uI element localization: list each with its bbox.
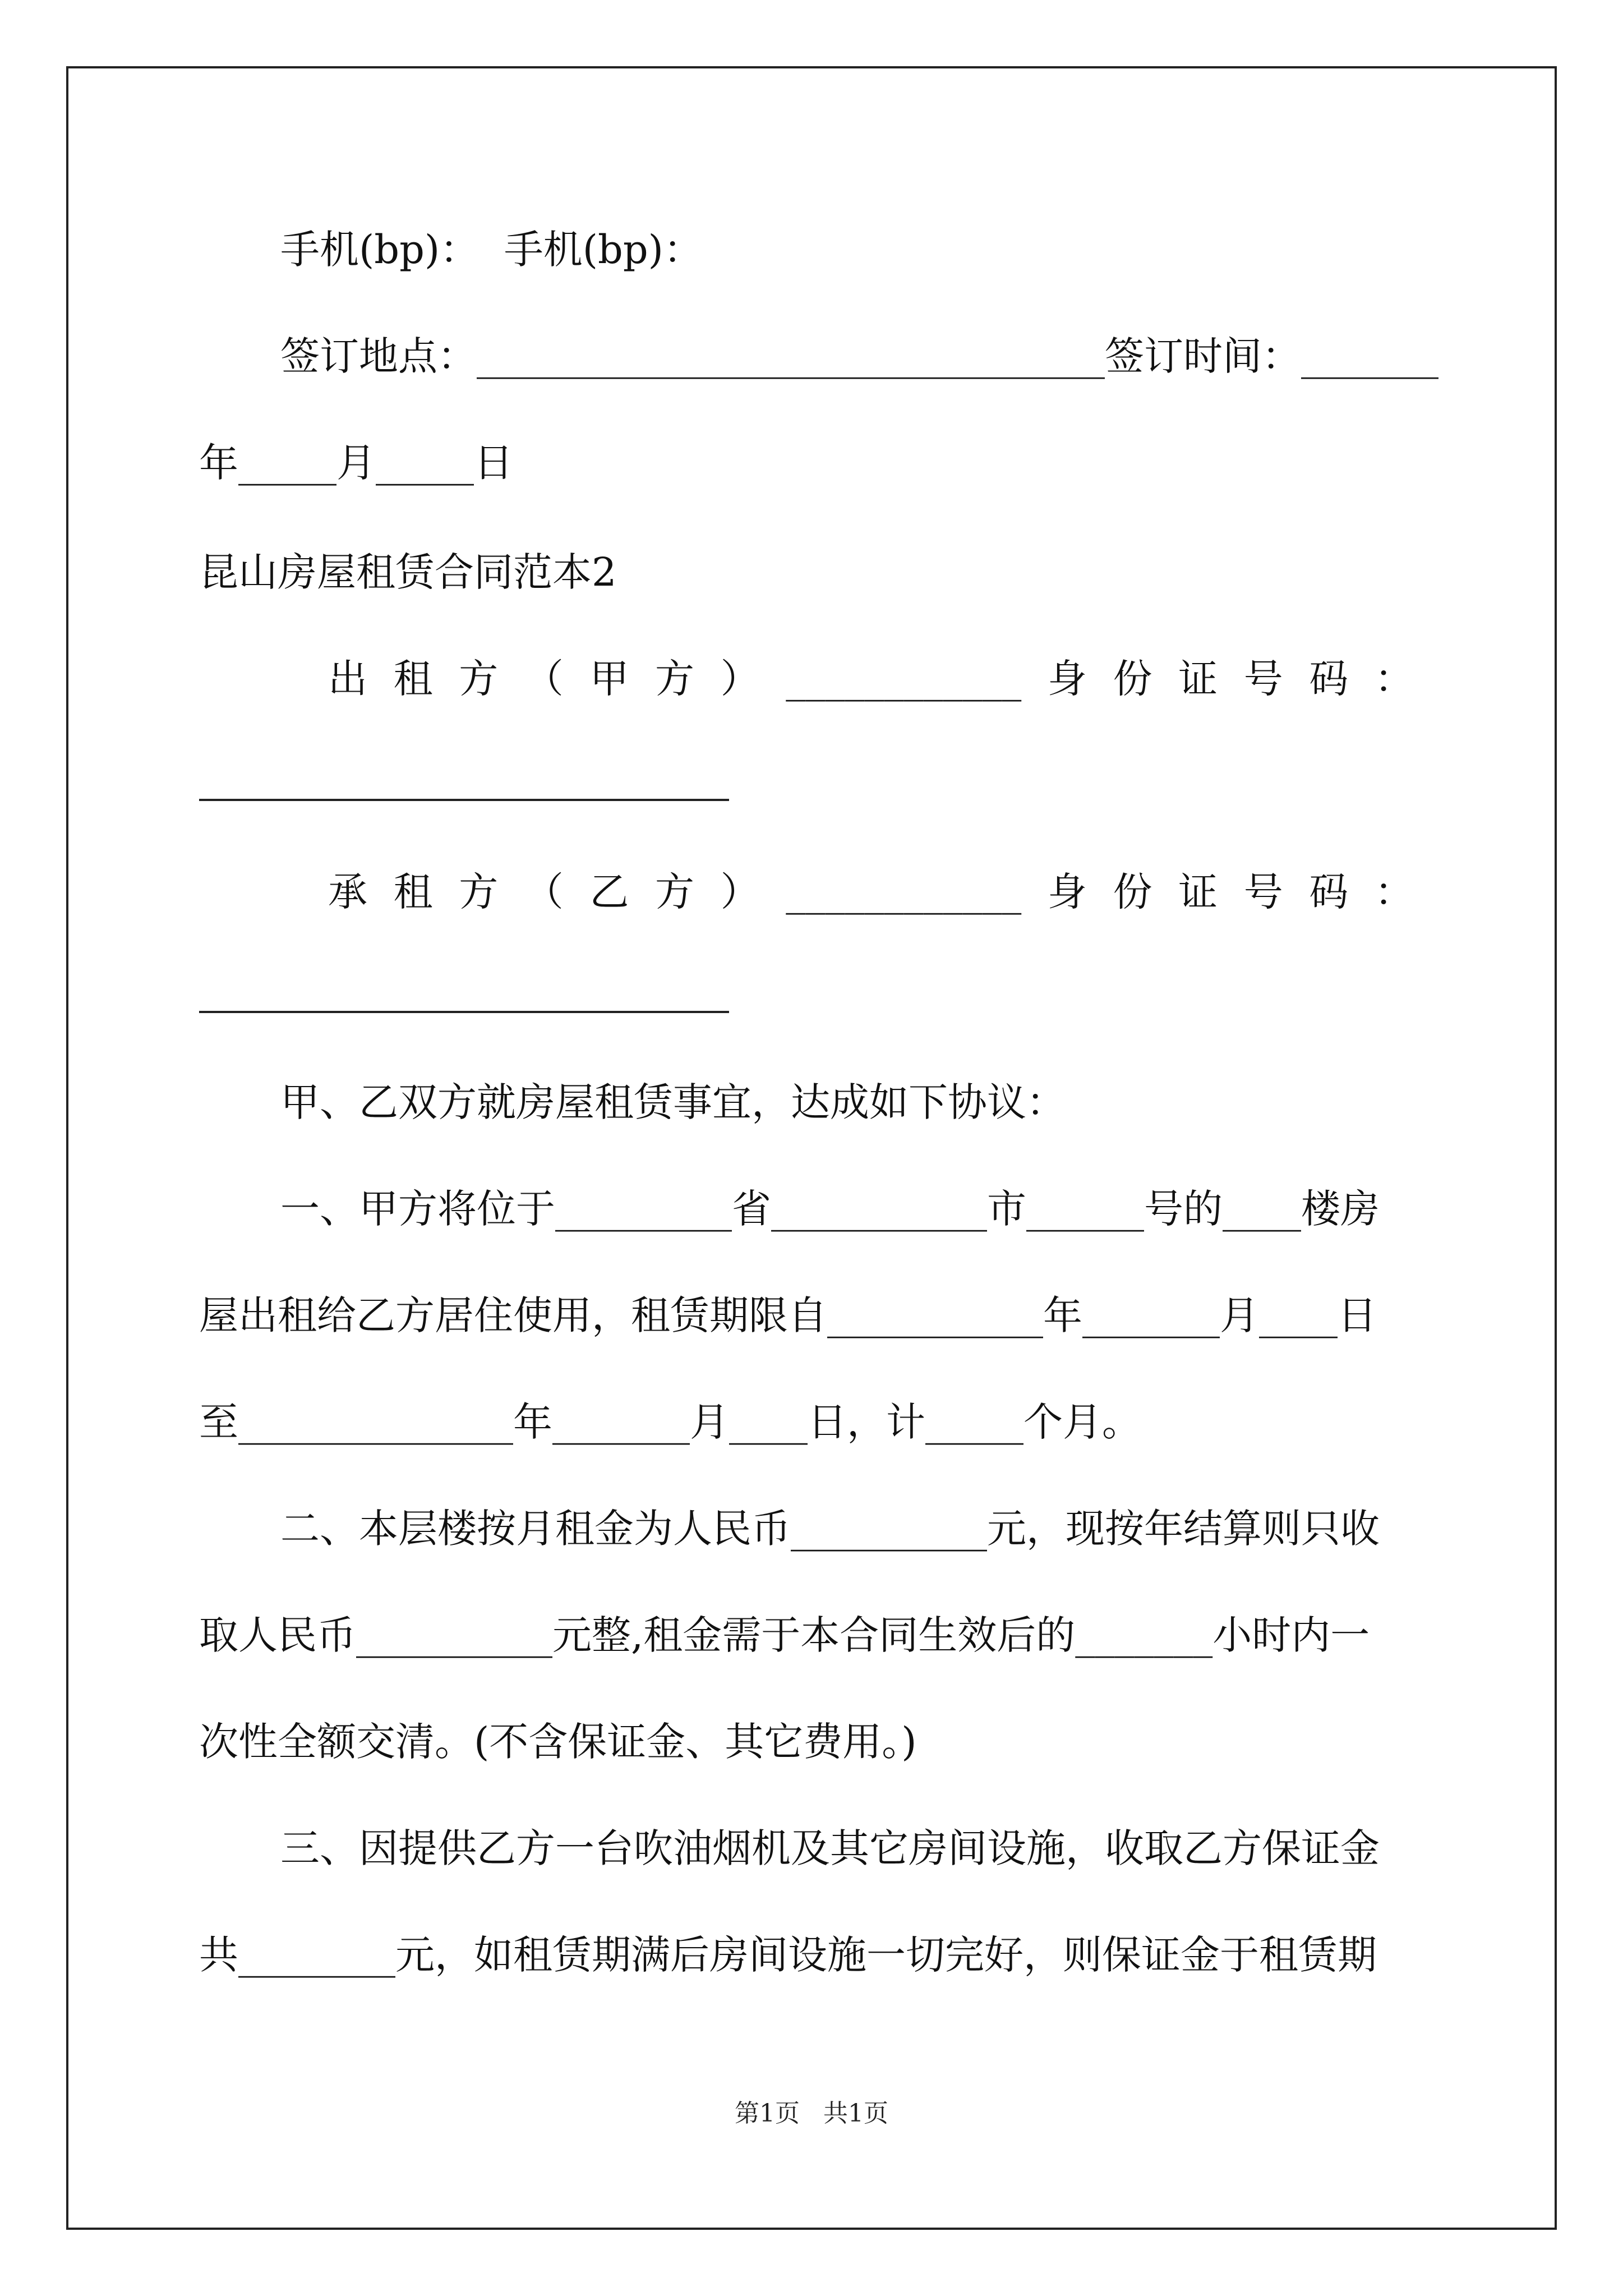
lessor-char: 份	[1113, 656, 1152, 702]
lessor-char: 身	[1047, 656, 1087, 702]
lessor-char: 方	[655, 656, 695, 702]
lessee-char: ）	[720, 869, 760, 915]
lessor-char: 证	[1178, 656, 1218, 702]
sign-place-line: 签订地点：________________________________签订时间：_______	[280, 333, 1438, 379]
phone-line: 手机(bp)： 手机(bp)：	[280, 227, 703, 273]
lessee-char: 方	[655, 869, 695, 915]
clause-1-line: 一、甲方将位于_________省___________市______号的____楼房	[280, 1186, 1380, 1232]
lessee-char: 证	[1178, 869, 1218, 915]
lessor-char: 甲	[589, 656, 629, 702]
agreement-intro: 甲、乙双方就房屋租赁事宜，达成如下协议：	[280, 1079, 1066, 1125]
lessor-line	[328, 651, 1414, 707]
lessee-char: 承	[328, 869, 367, 915]
clause-1-line: 屋出租给乙方居住使用，租赁期限自___________年_______月____日	[199, 1292, 1377, 1338]
lessee-char: 号	[1243, 869, 1283, 915]
page-footer: 第1页 共1页	[735, 2099, 888, 2128]
lessor-char: 方	[459, 656, 499, 702]
clause-2-line: 次性全额交清。(不含保证金、其它费用。)	[199, 1719, 917, 1765]
lessee-char: 租	[393, 869, 433, 915]
lessee-char: 身	[1047, 869, 1087, 915]
lessee-id-blank	[199, 1011, 729, 1013]
clause-2-line: 取人民币__________元整,租金需于本合同生效后的_______小时内一	[199, 1612, 1370, 1658]
section-title: 昆山房屋租赁合同范本2	[199, 549, 617, 595]
clause-1-line: 至______________年_______月____日，计_____个月。	[199, 1399, 1141, 1445]
clause-3-line: 三、因提供乙方一台吹油烟机及其它房间设施，收取乙方保证金	[280, 1825, 1380, 1871]
lessor-char: 码	[1309, 656, 1349, 702]
sign-date-line: 年_____月_____日	[199, 440, 513, 486]
lessee-char: 码	[1309, 869, 1349, 915]
lessee-name-blank: ____________	[786, 869, 1022, 915]
page-border	[66, 66, 1557, 2230]
lessee-char: ：	[1374, 869, 1414, 915]
lessor-char: 出	[328, 656, 367, 702]
lessee-line	[328, 864, 1414, 920]
lessee-char: 份	[1113, 869, 1152, 915]
lessee-char: （	[524, 869, 564, 915]
lessor-char: 租	[393, 656, 433, 702]
lessor-char: （	[524, 656, 564, 702]
lessee-char: 乙	[589, 869, 629, 915]
lessor-char: ）	[720, 656, 760, 702]
lessor-name-blank: ____________	[786, 656, 1022, 702]
lessor-id-blank	[199, 799, 729, 801]
clause-2-line: 二、本层楼按月租金为人民币__________元，现按年结算则只收	[280, 1506, 1380, 1552]
lessee-char: 方	[459, 869, 499, 915]
clause-3-line: 共________元，如租赁期满后房间设施一切完好，则保证金于租赁期	[199, 1932, 1377, 1978]
lessor-char: 号	[1243, 656, 1283, 702]
lessor-char: ：	[1374, 656, 1414, 702]
